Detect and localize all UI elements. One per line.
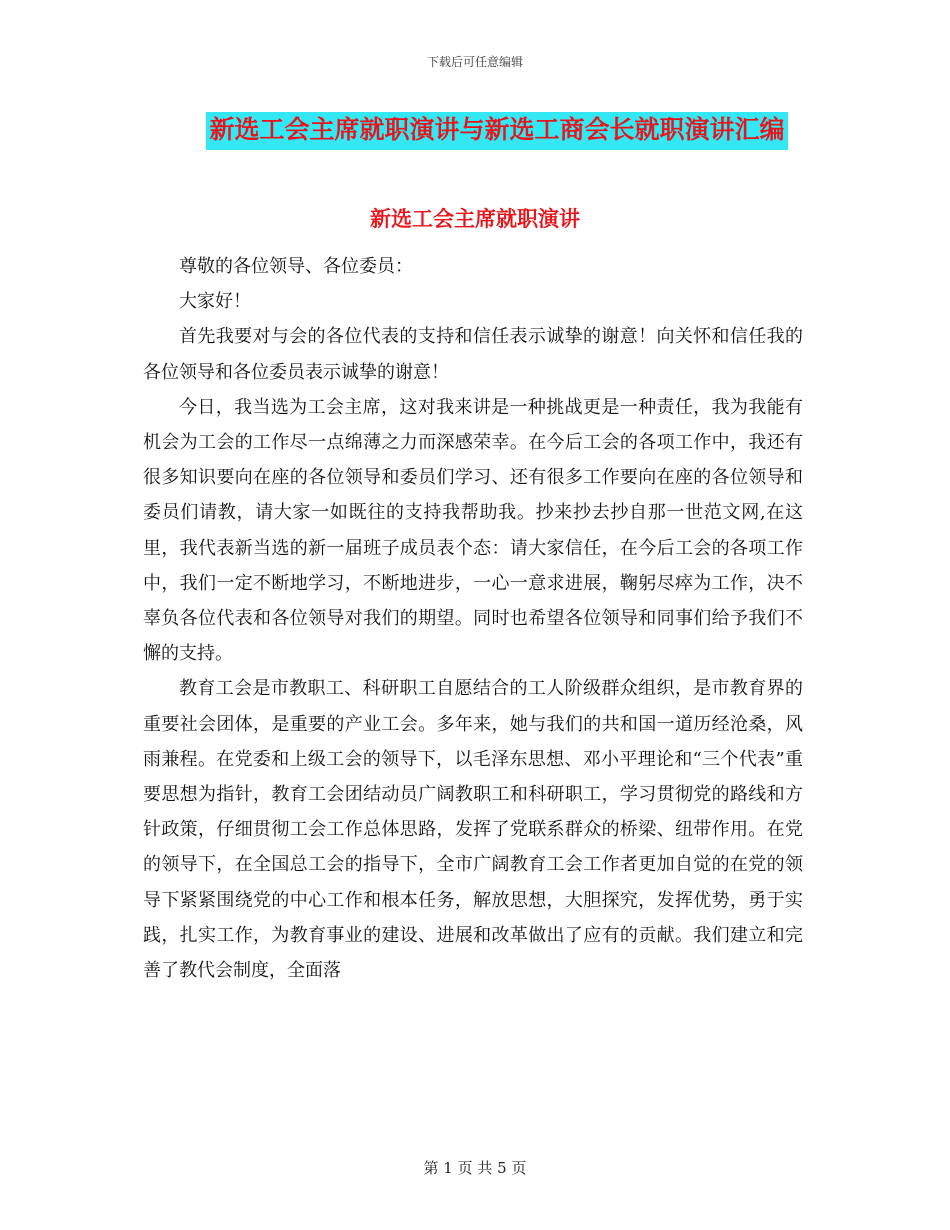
document-title: 新选工会主席就职演讲与新选工商会长就职演讲汇编 xyxy=(206,112,787,150)
document-body xyxy=(143,249,803,988)
page-number-footer: 第 1 页 共 5 页 xyxy=(423,1159,527,1177)
greeting-paragraph: 大家好！ xyxy=(179,291,251,313)
section-title: 新选工会主席就职演讲 xyxy=(370,206,580,231)
header-note: 下载后可任意编辑 xyxy=(426,55,523,69)
body-paragraph: 首先我要对与会的各位代表的支持和信任表示诚挚的谢意！向关怀和信任我的各位领导和各位委员表示诚挚的谢意！ xyxy=(143,326,803,383)
document-title-container xyxy=(0,112,950,150)
body-paragraph: 今日，我当选为工会主席，这对我来讲是一种挑战更是一种责任，我为我能有机会为工会的工作尽一点绵薄之力而深感荣幸。在今后工会的各项工作中，我还有很多知识要向在座的各位领导和委员们学习、还有很多工作要向在座的各位领导和委员们请教，请大家一如既往的支持我帮助我。抄来抄去抄自那一世范文网,在这里，我代表新当选的新一届班子成员表个态：请大家信任，在今后工会的各项工作中，我们一定不断地学习，不断地进步，一心一意求进展，鞠躬尽瘁为工作，决不辜负各位代表和各位领导对我们的期望。同时也希望各位领导和同事们给予我们不懈的支持。 xyxy=(143,396,803,665)
salutation-paragraph: 尊敬的各位领导、各位委员： xyxy=(179,256,413,277)
body-paragraph: 教育工会是市教职工、科研职工自愿结合的工人阶级群众组织，是市教育界的重要社会团体，是重要的产业工会。多年来，她与我们的共和国一道历经沧桑，风雨兼程。在党委和上级工会的领导下，以毛泽东思想、邓小平理论和“三个代表”重要思想为指针，教育工会团结动员广阔教职工和科研职工，学习贯彻党的路线和方针政策，仔细贯彻工会工作总体思路，发挥了党联系群众的桥梁、纽带作用。在党的领导下，在全国总工会的指导下，全市广阔教育工会工作者更加自觉的在党的领导下紧紧围绕党的中心工作和根本任务，解放思想，大胆探究，发挥优势，勇于实践，扎实工作，为教育事业的建设、进展和改革做出了应有的贡献。我们建立和完善了教代会制度，全面落 xyxy=(143,678,803,982)
